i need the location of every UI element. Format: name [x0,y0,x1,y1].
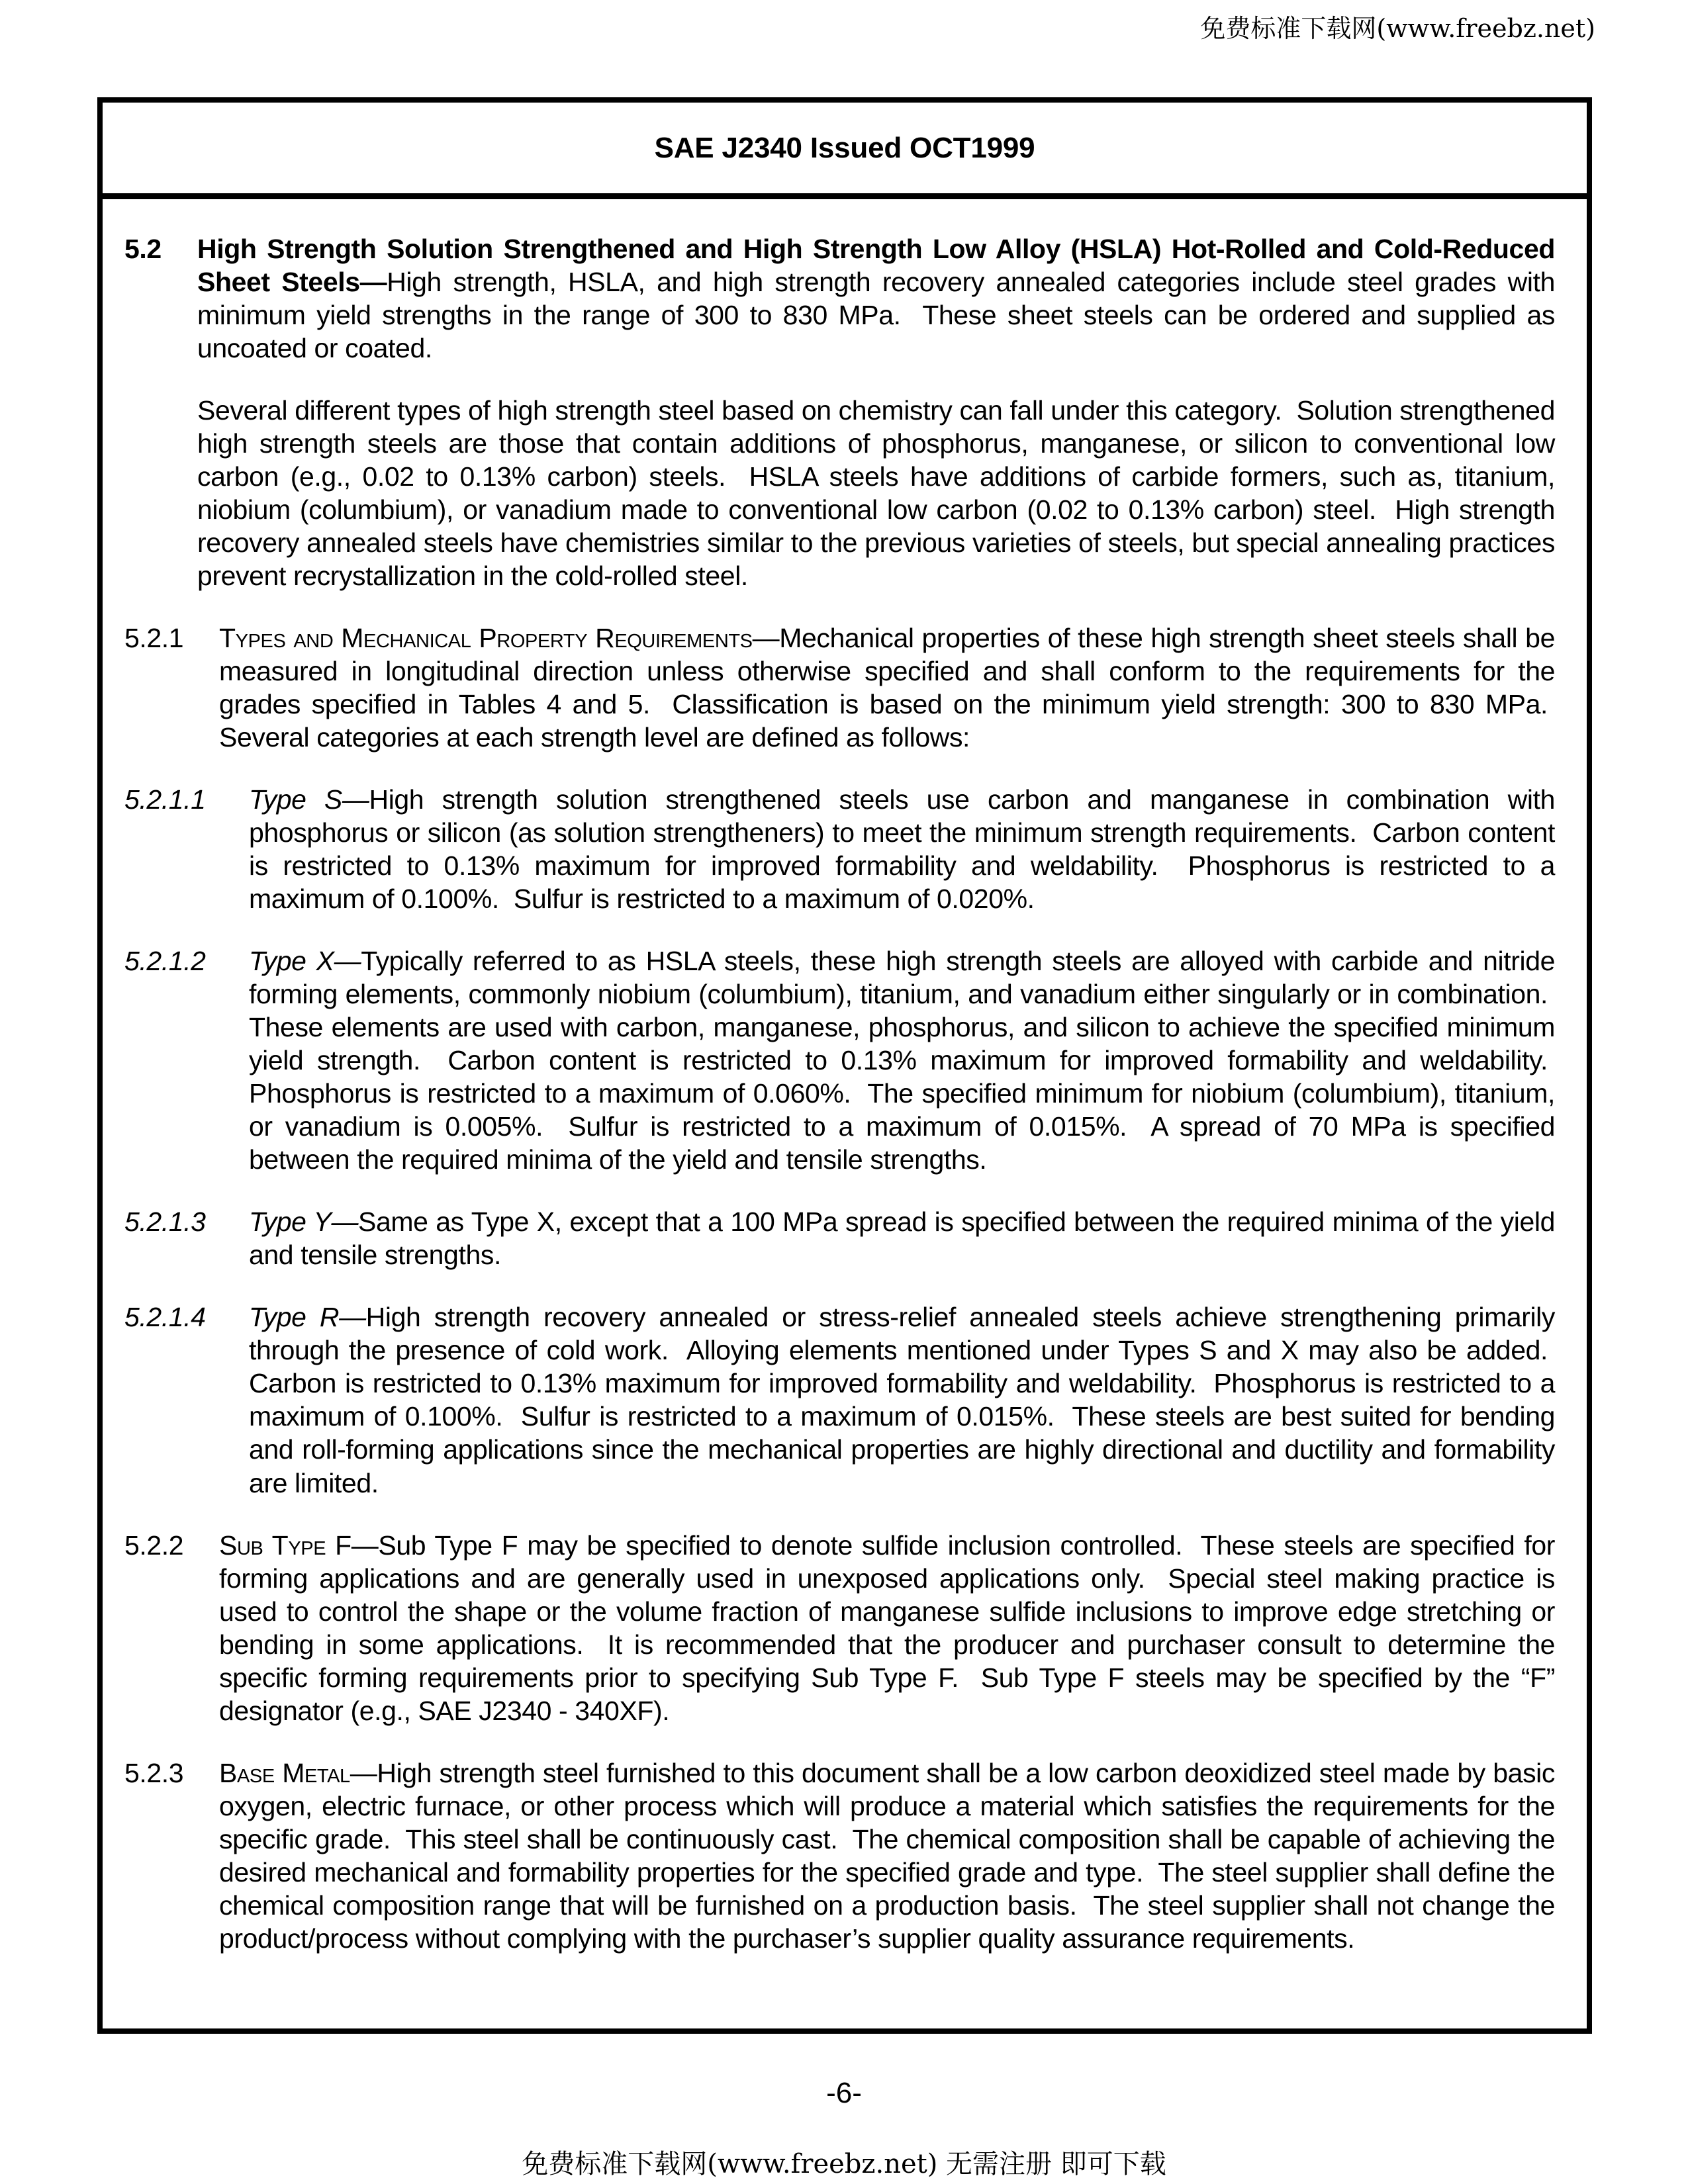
section-heading: Type S— [249,784,369,815]
section-5-2 [124,232,1555,365]
section-5-2-1-2 [124,944,1555,1176]
section-body-text: High strength, HSLA, and high strength recovery annealed categories include steel grades with minimum yield strengths in the range of 300 to 830 MPa. These sheet steels can be ordered and supplied as uncoated or coated. [197,267,1555,364]
paragraph-5-2-continued [124,394,1555,592]
section-5-2-1-1 [124,783,1555,915]
watermark-footer: 免费标准下载网(www.freebz.net) 无需注册 即可下载 [522,2149,1166,2179]
section-5-2-1 [124,621,1555,754]
section-number: 5.2.1.2 [124,946,206,977]
watermark-header: 免费标准下载网(www.freebz.net) [1200,14,1595,43]
document-frame [97,97,1592,2034]
section-5-2-3 [124,1756,1555,1955]
section-number: 5.2 [124,234,162,264]
section-heading: Types and Mechanical Property Requirements— [219,623,780,654]
section-body-text: Same as Type X, except that a 100 MPa spread is specified between the required minima of the yield and tensile strengths. [249,1206,1555,1271]
section-body-text: High strength steel furnished to this document shall be a low carbon deoxidized steel made by basic oxygen, electric furnace, or other process which will produce a material which satisfies the requirements for the specific grade. This steel shall be continuously cast. The chemical composition shall be capable of achieving the desired mechanical and formability properties for the specified grade and type. The steel supplier shall define the chemical composition range that will be furnished on a production basis. The steel supplier shall not change the product/process without complying with the purchaser’s supplier quality assurance requirements. [219,1757,1555,1954]
paragraph-body-text: Several different types of high strength steel based on chemistry can fall under this category. Solution strengthened high strength steels are those that contain additions of phosphorus, manganese, or silicon to conventional low carbon (e.g., 0.02 to 0.13% carbon) steels. HSLA steels have additions of carbide formers, such as, titanium, niobium (columbium), or vanadium made to conventional low carbon (0.02 to 0.13% carbon) steel. High strength recovery annealed steels have chemistries similar to the previous varieties of steels, but special annealing practices prevent recrystallization in the cold-rolled steel. [197,395,1555,592]
section-heading: Type X— [249,946,361,977]
section-text [219,621,1555,754]
section-body-text: Sub Type F may be specified to denote sulfide inclusion controlled. These steels are specified for forming applications and are generally used in unexposed applications only. Special steel making practice is used to control the shape or the volume fraction of manganese sulfide inclusions to improve edge stretching or bending in some applications. It is recommended that the producer and purchaser consult to determine the specific forming requirements prior to specifying Sub Type F. Sub Type F steels may be specified by the “F” designator (e.g., SAE J2340 - 340XF). [219,1529,1555,1726]
document-body [103,199,1587,1955]
section-heading: Type R— [249,1302,366,1333]
section-text [249,944,1555,1176]
section-text [219,1529,1555,1727]
section-5-2-1-4 [124,1300,1555,1499]
paragraph-text [197,394,1555,592]
section-number: 5.2.1.3 [124,1206,206,1238]
section-text [219,1756,1555,1955]
section-text [249,783,1555,915]
section-5-2-2 [124,1529,1555,1727]
section-heading: Sub Type F— [219,1529,379,1561]
page-number: -6- [826,2077,862,2109]
section-body-text: Mechanical properties of these high strength sheet steels shall be measured in longitudinal direction unless otherwise specified and shall conform to the requirements for the grades specified in Tables 4 and 5. Classification is based on the minimum yield strength: 300 to 830 MPa. Several categories at each strength level are defined as follows: [219,623,1555,753]
section-text [197,232,1555,365]
section-body-text: Typically referred to as HSLA steels, these high strength steels are alloyed with carbide and nitride forming elements, commonly niobium (columbium), titanium, and vanadium either singularly or in combination. These elements are used with carbon, manganese, phosphorus, and silicon to achieve the specified minimum yield strength. Carbon content is restricted to 0.13% maximum for improved formability and weldability. Phosphorus is restricted to a maximum of 0.060%. The specified minimum for niobium (columbium), titanium, or vanadium is 0.005%. Sulfur is restricted to a maximum of 0.015%. A spread of 70 MPa is specified between the required minima of the yield and tensile strengths. [249,946,1556,1175]
section-number: 5.2.1.1 [124,784,206,815]
section-heading: Base Metal— [219,1757,377,1788]
section-text [249,1205,1555,1271]
section-body-text: High strength recovery annealed or stress-relief annealed steels achieve strengthening primarily through the presence of cold work. Alloying elements mentioned under Types S and X may also be added. Carbon is restricted to 0.13% maximum for improved formability and weldability. Phosphorus is restricted to a maximum of 0.100%. Sulfur is restricted to a maximum of 0.015%. These steels are best suited for bending and roll-forming applications since the mechanical properties are highly directional and ductility and formability are limited. [249,1302,1555,1498]
section-heading: Type Y— [249,1206,359,1238]
section-heading: High Strength Solution Strengthened and High Strength Low Alloy (HSLA) Hot-Rolled and Cold-Reduced Sheet Steels— [197,234,1555,298]
section-body-text: High strength solution strengthened steels use carbon and manganese in combination with phosphorus or silicon (as solution strengtheners) to meet the minimum strength requirements. Carbon content is restricted to 0.13% maximum for improved formability and weldability. Phosphorus is restricted to a maximum of 0.100%. Sulfur is restricted to a maximum of 0.020%. [249,784,1555,915]
section-number: 5.2.1 [124,623,184,654]
section-number: 5.2.1.4 [124,1302,206,1333]
document-title: SAE J2340 Issued OCT1999 [103,103,1587,199]
section-number-spacer [124,394,197,592]
section-5-2-1-3 [124,1205,1555,1271]
section-text [249,1300,1555,1499]
section-number: 5.2.3 [124,1757,184,1788]
section-number: 5.2.2 [124,1529,184,1561]
